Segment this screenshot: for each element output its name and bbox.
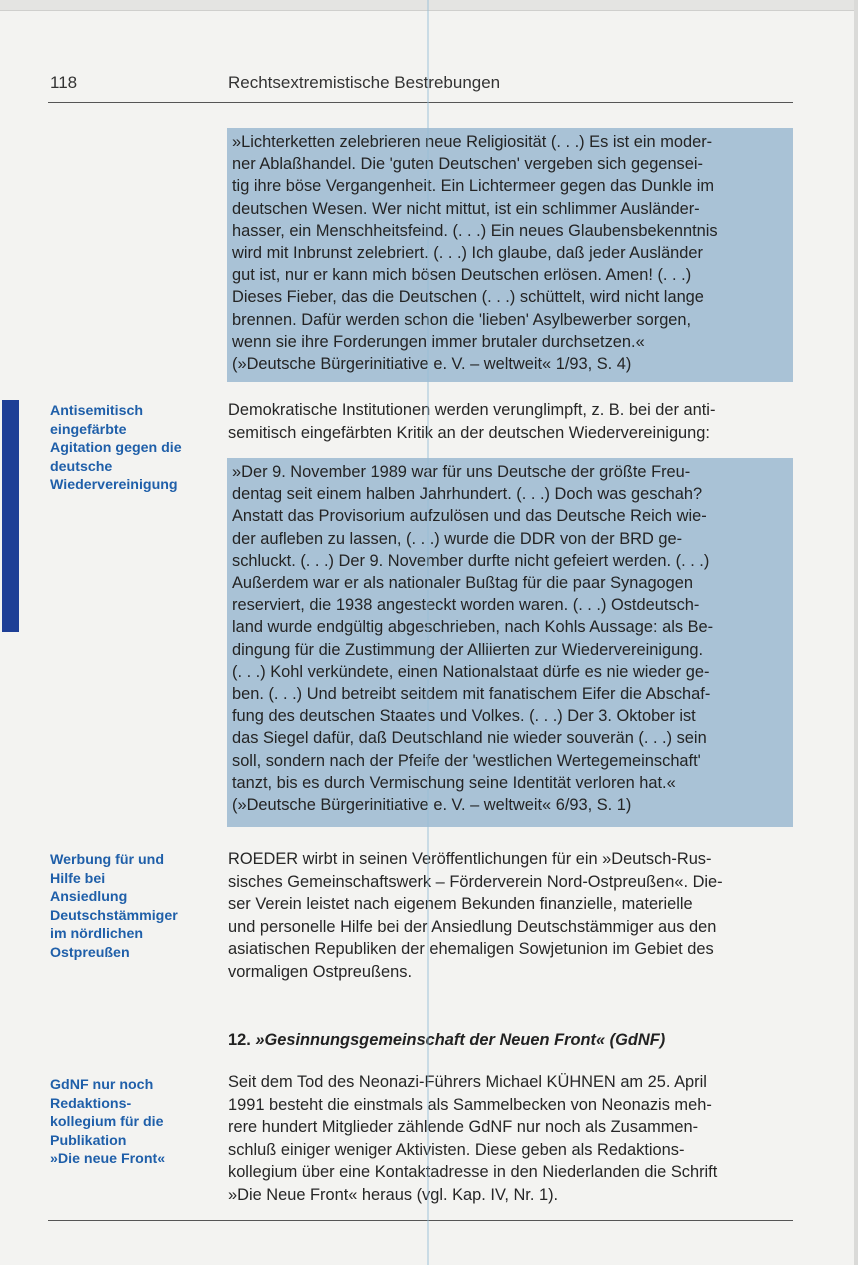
margin-note-gdnf-editorial: GdNF nur noch Redaktions- kollegium für die Publikation »Die neue Front« — [50, 1077, 166, 1167]
paragraph-roeder: ROEDER wirbt in seinen Veröffentlichungen für ein »Deutsch-Rus- sisches Gemeinschaftswerk – Förderverein Nord-Ostpreußen«. Die- ser Verein leistet nach eigenem Bekunden finanzielle, materielle und personelle Hilfe bei der Ansiedlung Deutschstämmiger aus den asiatischen Republiken der ehemaligen Sowjetunion im Gebiet des vormaligen Ostpreußens. — [228, 850, 723, 981]
scan-right-edge — [854, 0, 858, 1265]
section-marker-bar — [2, 400, 19, 632]
quote-block-1: »Lichterketten zelebrieren neue Religiosität (. . .) Es ist ein moder- ner Ablaßhandel. Die 'guten Deutschen' vergeben sich gegensei- tig ihre böse Vergangenheit. Ein Lichtermeer gegen das Dunkle im deutschen Wesen. Wer nicht mittut, ist ein schlimmer Ausländer- hasser, ein Menschheitsfeind. (. . .) Ein neues Glaubensbekenntnis wird mit Inbrunst zelebriert. (. . .) Ich glaube, daß jeder Ausländer gut ist, nur er kann mich bösen Deutschen erlösen. Amen! (. . .) Dieses Fieber, das die Deutschen (. . .) schüttelt, wird nicht lange brennen. Dafür werden schon die 'lieben' Asylbewerber sorgen, wenn sie ihre Forderungen immer brutaler durchsetzen.« (»Deutsche Bürgerinitiative e. V. – weltweit« 1/93, S. 4) — [227, 128, 793, 382]
section-number: 12. — [228, 1031, 251, 1049]
paragraph-gdnf: Seit dem Tod des Neonazi-Führers Michael KÜHNEN am 25. April 1991 besteht die einstmals als Sammelbecken von Neonazis meh- rere hundert Mitglieder zählende GdNF nur noch als Zusammen- schluß einiger weniger Aktivisten. Diese geben als Redaktions- kollegium über eine Kontaktadresse in den Niederlanden die Schrift »Die Neue Front« heraus (vgl. Kap. IV, Nr. 1). — [228, 1073, 718, 1204]
margin-note-antisemitic-agitation: Antisemitisch eingefärbte Agitation gegen die deutsche Wiedervereinigung — [50, 403, 182, 493]
section-title: »Gesinnungsgemeinschaft der Neuen Front« (GdNF) — [255, 1031, 666, 1049]
margin-note-settlement-support: Werbung für und Hilfe bei Ansiedlung Deutschstämmiger im nördlichen Ostpreußen — [50, 852, 178, 961]
paragraph-institutions: Demokratische Institutionen werden verunglimpft, z. B. bei der anti- semitisch eingefärbten Kritik an der deutschen Wiedervereinigung: — [228, 401, 716, 442]
scan-top-band — [0, 0, 858, 11]
footer-rule — [48, 1220, 793, 1221]
scan-fold-line — [427, 0, 429, 1265]
section-heading — [228, 1031, 793, 1050]
quote-block-2: »Der 9. November 1989 war für uns Deutsche der größte Freu- dentag seit einem halben Jahrhundert. (. . .) Doch was geschah? Anstatt das Provisorium aufzulösen und das Deutsche Reich wie- der aufleben zu lassen, (. . .) wurde die DDR von der BRD ge- schluckt. (. . .) Der 9. November durfte nicht gefeiert werden. (. . .) Außerdem war er als nationaler Bußtag für die paar Synagogen reserviert, die 1938 angesteckt worden waren. (. . .) Ostdeutsch- land wurde endgültig abgeschrieben, nach Kohls Aussage: als Be- dingung für die Zustimmung der Alliierten zur Wiedervereinigung. (. . .) Kohl verkündete, einen Nationalstaat dürfe es nie wieder ge- ben. (. . .) Und betreibt seitdem mit fanatischem Eifer die Abschaf- fung des deutschen Staates und Volkes. (. . .) Der 3. Oktober ist das Siegel dafür, daß Deutschland nie wieder souverän (. . .) sein soll, sondern nach der Pfeife der 'westlichen Wertegemeinschaft' tanzt, bis es durch Vermischung seine Identität verloren hat.« (»Deutsche Bürgerinitiative e. V. – weltweit« 6/93, S. 1) — [227, 458, 793, 827]
running-title: Rechtsextremistische Bestrebungen — [228, 73, 501, 92]
header-rule — [48, 102, 793, 103]
page-number: 118 — [50, 73, 78, 92]
